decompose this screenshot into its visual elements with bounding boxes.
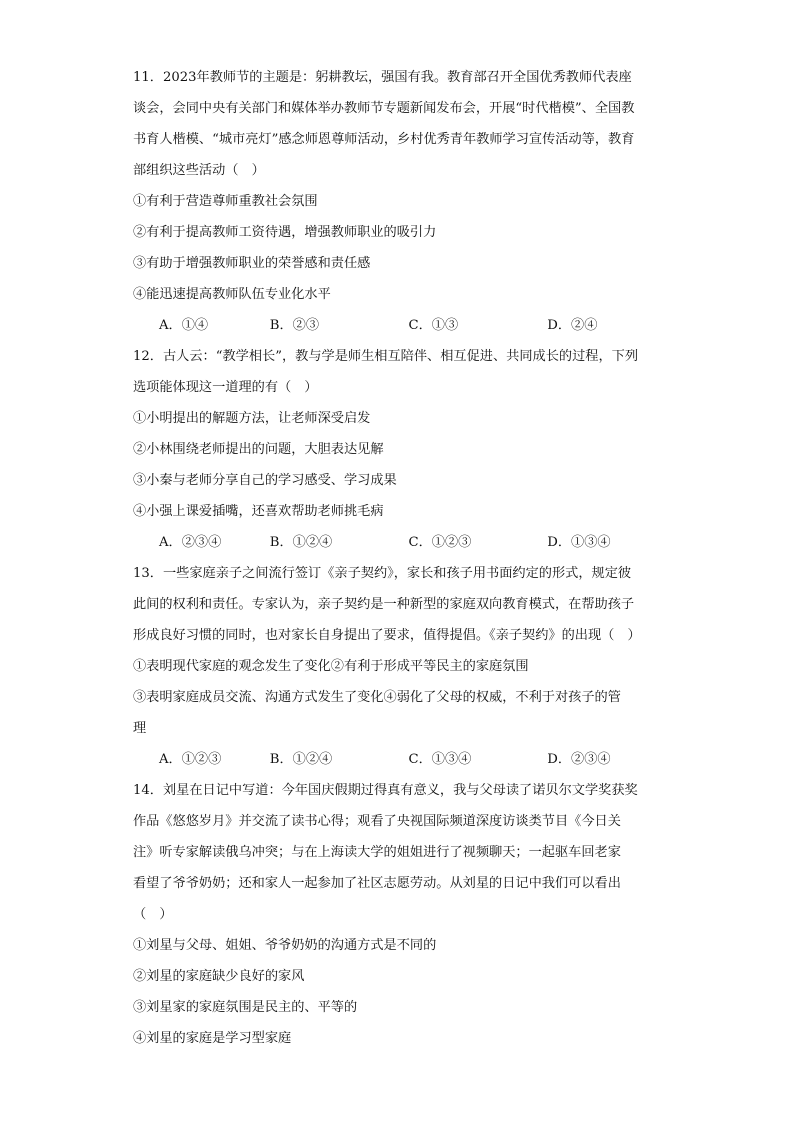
answer-options <box>133 310 667 341</box>
option-c: C．①③ <box>408 318 459 333</box>
statement: ③表明家庭成员交流、沟通方式发生了变化④弱化了父母的权威，不利于对孩子的管 <box>133 690 621 705</box>
option-c: C．①③④ <box>408 752 472 767</box>
answer-options <box>133 527 667 558</box>
statement: 理 <box>133 721 147 736</box>
answer-options <box>133 744 667 775</box>
option-d: D．②③④ <box>547 752 611 767</box>
statement: ③小秦与老师分享自己的学习感受、学习成果 <box>133 473 397 488</box>
option-b: B．①②④ <box>269 535 333 550</box>
question-stem-line: 作品《悠悠岁月》并交流了读书心得；观看了央视国际频道深度访谈类节目《今日关 <box>133 814 621 829</box>
option-a: A．①②③ <box>159 752 222 767</box>
question-stem-line: 注》听专家解读俄乌冲突；与在上海读大学的姐姐进行了视频聊天；一起驱车回老家 <box>133 845 621 860</box>
option-d: D．②④ <box>547 318 598 333</box>
question-stem-line: 形成良好习惯的同时，也对家长自身提出了要求，值得提倡。《亲子契约》的出现（ ） <box>133 628 641 643</box>
option-a: A．②③④ <box>159 535 222 550</box>
statement: ①刘星与父母、姐姐、爷爷奶奶的沟通方式是不同的 <box>133 938 437 953</box>
statement: ①小明提出的解题方法，让老师深受启发 <box>133 411 371 426</box>
statement: ①有利于营造尊师重教社会氛围 <box>133 194 318 209</box>
question-stem-line: 选项能体现这一道理的有（ ） <box>133 380 318 395</box>
question-stem-line: 11．2023年教师节的主题是：躬耕教坛，强国有我。教育部召开全国优秀教师代表座 <box>133 70 632 85</box>
question-14 <box>133 775 667 1054</box>
question-11 <box>133 62 667 341</box>
option-b: B．②③ <box>269 318 320 333</box>
statement: ②刘星的家庭缺少良好的家风 <box>133 969 305 984</box>
statement: ③刘星家的家庭氛围是民主的、平等的 <box>133 1000 358 1015</box>
question-12 <box>133 341 667 558</box>
question-stem-line: （ ） <box>133 907 173 922</box>
question-stem-line: 谈会，会同中央有关部门和媒体举办教师节专题新闻发布会，开展“时代楷模”、全国教 <box>133 101 635 116</box>
statement: ④能迅速提高教师队伍专业化水平 <box>133 287 331 302</box>
statement: ②小林围绕老师提出的问题，大胆表达见解 <box>133 442 384 457</box>
question-stem-line: 14．刘星在日记中写道：今年国庆假期过得真有意义，我与父母读了诺贝尔文学奖获奖 <box>133 783 638 798</box>
question-stem-line: 13．一些家庭亲子之间流行签订《亲子契约》，家长和孩子用书面约定的形式，规定彼 <box>133 566 632 581</box>
option-c: C．①②③ <box>408 535 472 550</box>
statement: ④刘星的家庭是学习型家庭 <box>133 1031 292 1046</box>
question-stem-line: 书育人楷模、“城市亮灯”感念师恩尊师活动，乡村优秀青年教师学习宣传活动等，教育 <box>133 132 635 147</box>
statement: ③有助于增强教师职业的荣誉感和责任感 <box>133 256 371 271</box>
statement: ④小强上课爱插嘴，还喜欢帮助老师挑毛病 <box>133 504 384 519</box>
statement: ②有利于提高教师工资待遇，增强教师职业的吸引力 <box>133 225 437 240</box>
question-stem-line: 部组织这些活动（ ） <box>133 163 265 178</box>
question-13 <box>133 558 667 775</box>
option-a: A．①④ <box>159 318 209 333</box>
question-list <box>133 62 667 1054</box>
question-stem-line: 此间的权利和责任。专家认为，亲子契约是一种新型的家庭双向教育模式，在帮助孩子 <box>133 597 635 612</box>
question-stem-line: 12．古人云：“教学相长”，教与学是师生相互陪伴、相互促进、共同成长的过程，下列 <box>133 349 639 364</box>
option-d: D．①③④ <box>547 535 611 550</box>
statement: ①表明现代家庭的观念发生了变化②有利于形成平等民主的家庭氛围 <box>133 659 529 674</box>
option-b: B．①②④ <box>269 752 333 767</box>
question-stem-line: 看望了爷爷奶奶；还和家人一起参加了社区志愿劳动。从刘星的日记中我们可以看出 <box>133 876 621 891</box>
